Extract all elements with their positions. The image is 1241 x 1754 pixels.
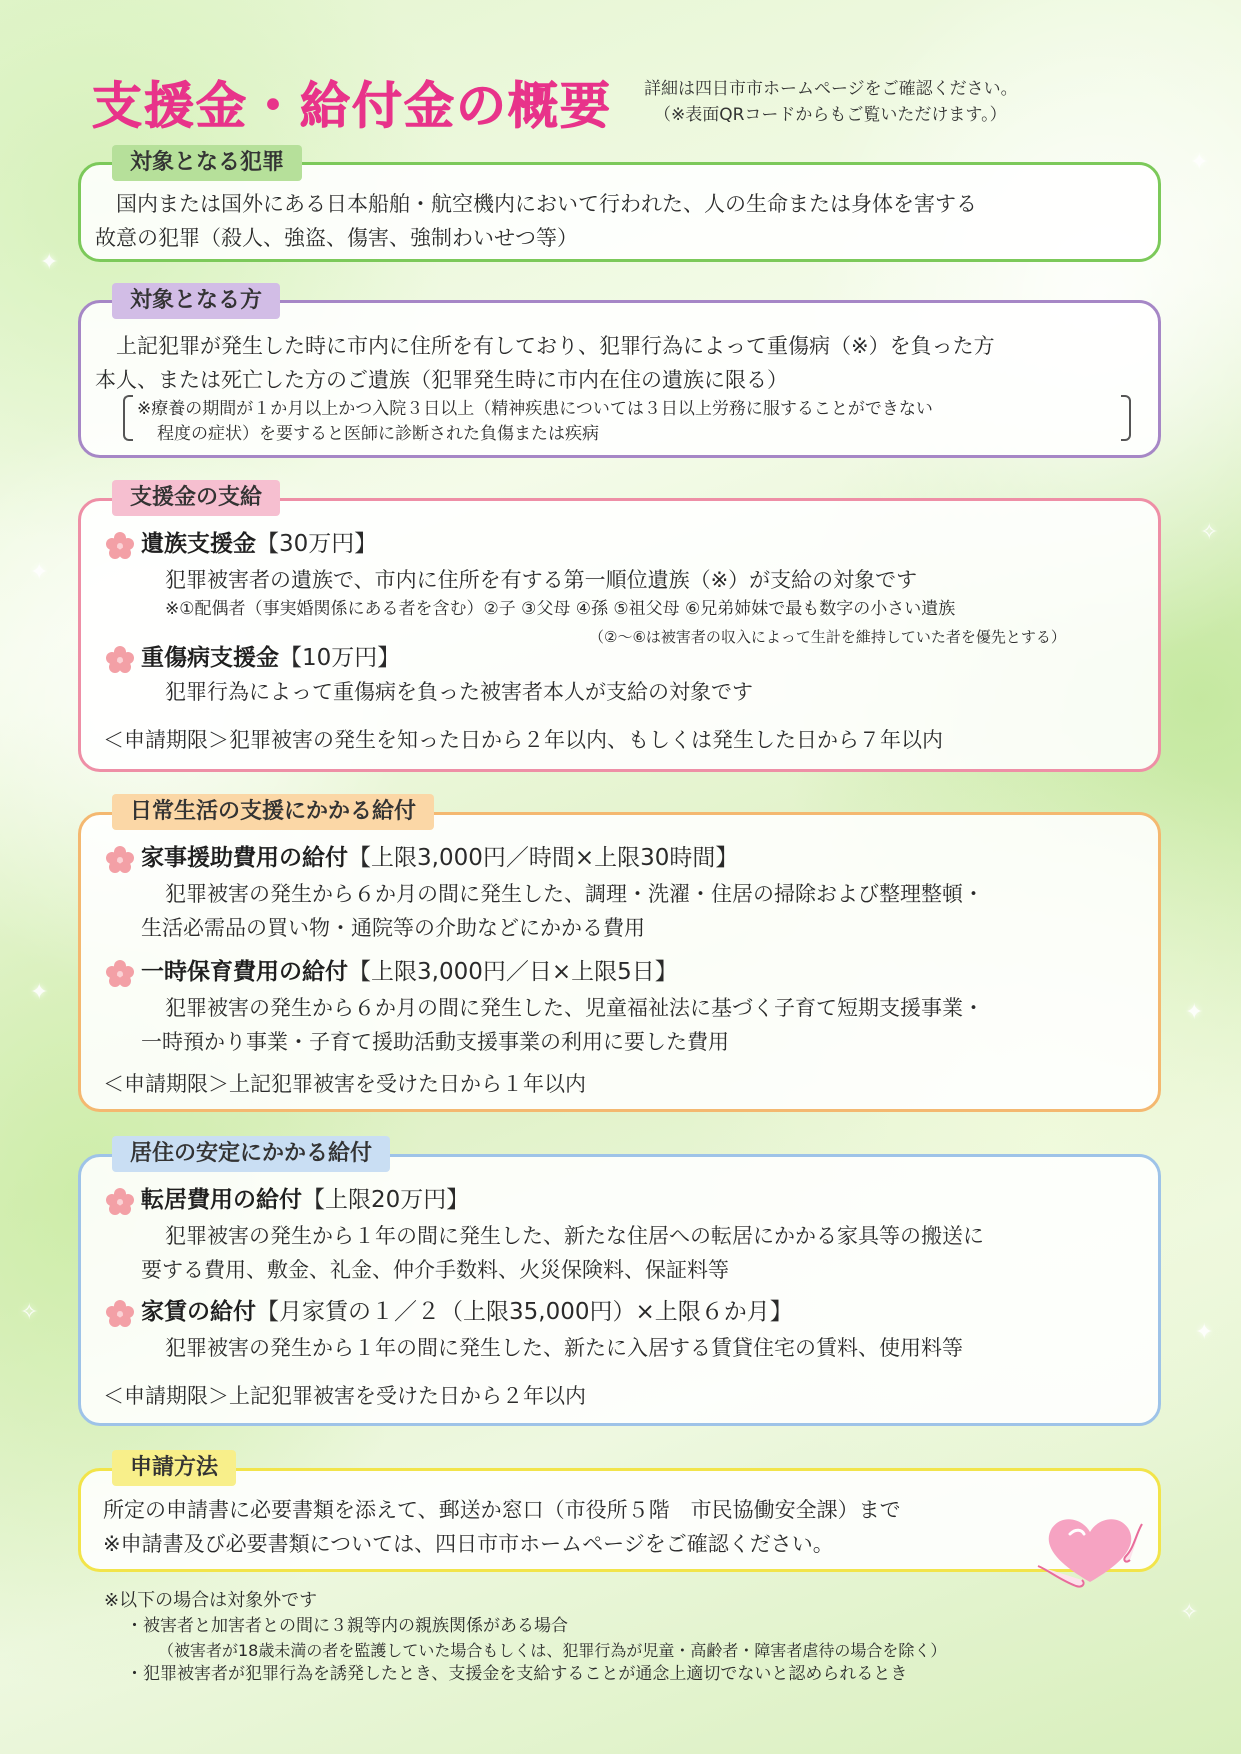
support-section bbox=[78, 498, 1161, 772]
crime-text-line: 国内または国外にある日本船舶・航空機内において行われた、人の生命または身体を害する bbox=[95, 192, 977, 216]
apply-label: 申請方法 bbox=[112, 1450, 236, 1486]
injury-heading bbox=[141, 641, 400, 675]
housing-section bbox=[78, 1154, 1161, 1426]
childcare-text-line: 一時預かり事業・子育て援助活動支援事業の利用に要した費用 bbox=[141, 1030, 729, 1054]
housing-deadline: ＜申請期限＞上記犯罪被害を受けた日から２年以内 bbox=[103, 1384, 586, 1408]
moving-text-line: 要する費用、敷金、礼金、仲介手数料、火災保険料、保証料等 bbox=[141, 1258, 729, 1282]
moving-name: 転居費用の給付 bbox=[141, 1187, 302, 1213]
housing-label: 居住の安定にかかる給付 bbox=[112, 1136, 390, 1172]
sparkle-icon: ✦ bbox=[30, 980, 49, 1005]
daily-deadline: ＜申請期限＞上記犯罪被害を受けた日から１年以内 bbox=[103, 1072, 586, 1096]
sparkle-icon: ✧ bbox=[20, 1300, 39, 1325]
sparkle-icon: ✦ bbox=[1190, 150, 1209, 175]
persons-note-line: ※療養の期間が１か月以上かつ入院３日以上（精神疾患については３日以上労務に服することができない bbox=[137, 399, 933, 419]
flower-icon bbox=[105, 845, 135, 875]
apply-text-line: ※申請書及び必要書類については、四日市市ホームページをご確認ください。 bbox=[103, 1532, 834, 1556]
sparkle-icon: ✧ bbox=[1180, 1600, 1199, 1625]
apply-section bbox=[78, 1468, 1161, 1572]
persons-label: 対象となる方 bbox=[112, 283, 280, 319]
flower-icon bbox=[105, 531, 135, 561]
sparkle-icon: ✦ bbox=[1185, 1000, 1204, 1025]
injury-name: 重傷病支援金 bbox=[141, 645, 279, 671]
bereaved-note: （②～⑥は被害者の収入によって生計を維持していた者を優先とする） bbox=[589, 628, 1066, 646]
bereaved-amount: 【30万円】 bbox=[256, 531, 378, 557]
persons-note-line: 程度の症状）を要すると医師に診断された負傷または疾病 bbox=[157, 424, 599, 444]
exclusions-title: ※以下の場合は対象外です bbox=[104, 1590, 318, 1611]
rent-heading bbox=[141, 1295, 793, 1329]
daily-label: 日常生活の支援にかかる給付 bbox=[112, 794, 434, 830]
crime-text-line: 故意の犯罪（殺人、強盗、傷害、強制わいせつ等） bbox=[95, 226, 578, 250]
bereaved-heading bbox=[141, 527, 377, 561]
apply-text-line: 所定の申請書に必要書類を添えて、郵送か窓口（市役所５階 市民協働安全課）まで bbox=[103, 1498, 901, 1522]
sparkle-icon: ✦ bbox=[1195, 1320, 1214, 1345]
rent-text: 犯罪被害の発生から１年の間に発生した、新たに入居する賃貸住宅の賃料、使用料等 bbox=[165, 1336, 963, 1360]
sparkle-icon: ✦ bbox=[40, 250, 59, 275]
bereaved-note: ※①配偶者（事実婚関係にある者を含む）②子 ③父母 ④孫 ⑤祖父母 ⑥兄弟姉妹で最も数字の小さい遺族 bbox=[165, 599, 956, 619]
moving-text-line: 犯罪被害の発生から１年の間に発生した、新たな住居への転居にかかる家具等の搬送に bbox=[165, 1224, 984, 1248]
persons-text-line: 上記犯罪が発生した時に市内に住所を有しており、犯罪行為によって重傷病（※）を負った方 bbox=[95, 334, 995, 358]
housework-text-line: 犯罪被害の発生から６か月の間に発生した、調理・洗濯・住居の掃除および整理整頓・ bbox=[165, 882, 984, 906]
injury-amount: 【10万円】 bbox=[279, 645, 401, 671]
childcare-name: 一時保育費用の給付 bbox=[141, 959, 348, 985]
childcare-text-line: 犯罪被害の発生から６か月の間に発生した、児童福祉法に基づく子育て短期支援事業・ bbox=[165, 996, 984, 1020]
heart-hands-icon bbox=[1030, 1504, 1150, 1594]
intro-line: （※表面QRコードからもご覧いただけます。） bbox=[654, 105, 1007, 125]
flower-icon bbox=[105, 1187, 135, 1217]
intro-line: 詳細は四日市市ホームページをご確認ください。 bbox=[644, 79, 1018, 99]
flower-icon bbox=[105, 959, 135, 989]
flower-icon bbox=[105, 1299, 135, 1329]
note-bracket-left bbox=[123, 395, 133, 441]
exclusions-item-note: （被害者が18歳未満の者を監護していた場合もしくは、犯罪行為が児童・高齢者・障害者虐待の場合を除く） bbox=[158, 1641, 947, 1660]
moving-amount: 【上限20万円】 bbox=[302, 1187, 470, 1213]
childcare-amount: 【上限3,000円／日×上限5日】 bbox=[348, 959, 678, 985]
persons-section bbox=[78, 300, 1161, 458]
intro-note bbox=[644, 76, 1018, 128]
sparkle-icon: ✦ bbox=[30, 560, 49, 585]
bereaved-name: 遺族支援金 bbox=[141, 531, 256, 557]
support-label: 支援金の支給 bbox=[112, 480, 280, 516]
note-bracket-right bbox=[1121, 395, 1131, 441]
housework-amount: 【上限3,000円／時間×上限30時間】 bbox=[348, 845, 739, 871]
page-title: 支援金・給付金の概要 bbox=[92, 77, 612, 135]
injury-text: 犯罪行為によって重傷病を負った被害者本人が支給の対象です bbox=[165, 680, 753, 704]
daily-section bbox=[78, 812, 1161, 1112]
housework-name: 家事援助費用の給付 bbox=[141, 845, 348, 871]
sparkle-icon: ✧ bbox=[1200, 520, 1219, 545]
rent-name: 家賃の給付 bbox=[141, 1299, 256, 1325]
rent-amount: 【月家賃の１／２（上限35,000円）×上限６か月】 bbox=[256, 1299, 793, 1325]
crime-label: 対象となる犯罪 bbox=[112, 145, 302, 181]
support-deadline: ＜申請期限＞犯罪被害の発生を知った日から２年以内、もしくは発生した日から７年以内 bbox=[103, 728, 943, 752]
exclusions-item: ・被害者と加害者との間に３親等内の親族関係がある場合 bbox=[126, 1616, 568, 1636]
bereaved-text: 犯罪被害者の遺族で、市内に住所を有する第一順位遺族（※）が支給の対象です bbox=[165, 568, 918, 592]
flower-icon bbox=[105, 645, 135, 675]
housework-heading bbox=[141, 841, 738, 875]
childcare-heading bbox=[141, 955, 678, 989]
persons-text-line: 本人、または死亡した方のご遺族（犯罪発生時に市内在住の遺族に限る） bbox=[95, 368, 788, 392]
moving-heading bbox=[141, 1183, 469, 1217]
housework-text-line: 生活必需品の買い物・通院等の介助などにかかる費用 bbox=[141, 916, 645, 940]
exclusions-item: ・犯罪被害者が犯罪行為を誘発したとき、支援金を支給することが通念上適切でないと認められるとき bbox=[126, 1664, 908, 1684]
